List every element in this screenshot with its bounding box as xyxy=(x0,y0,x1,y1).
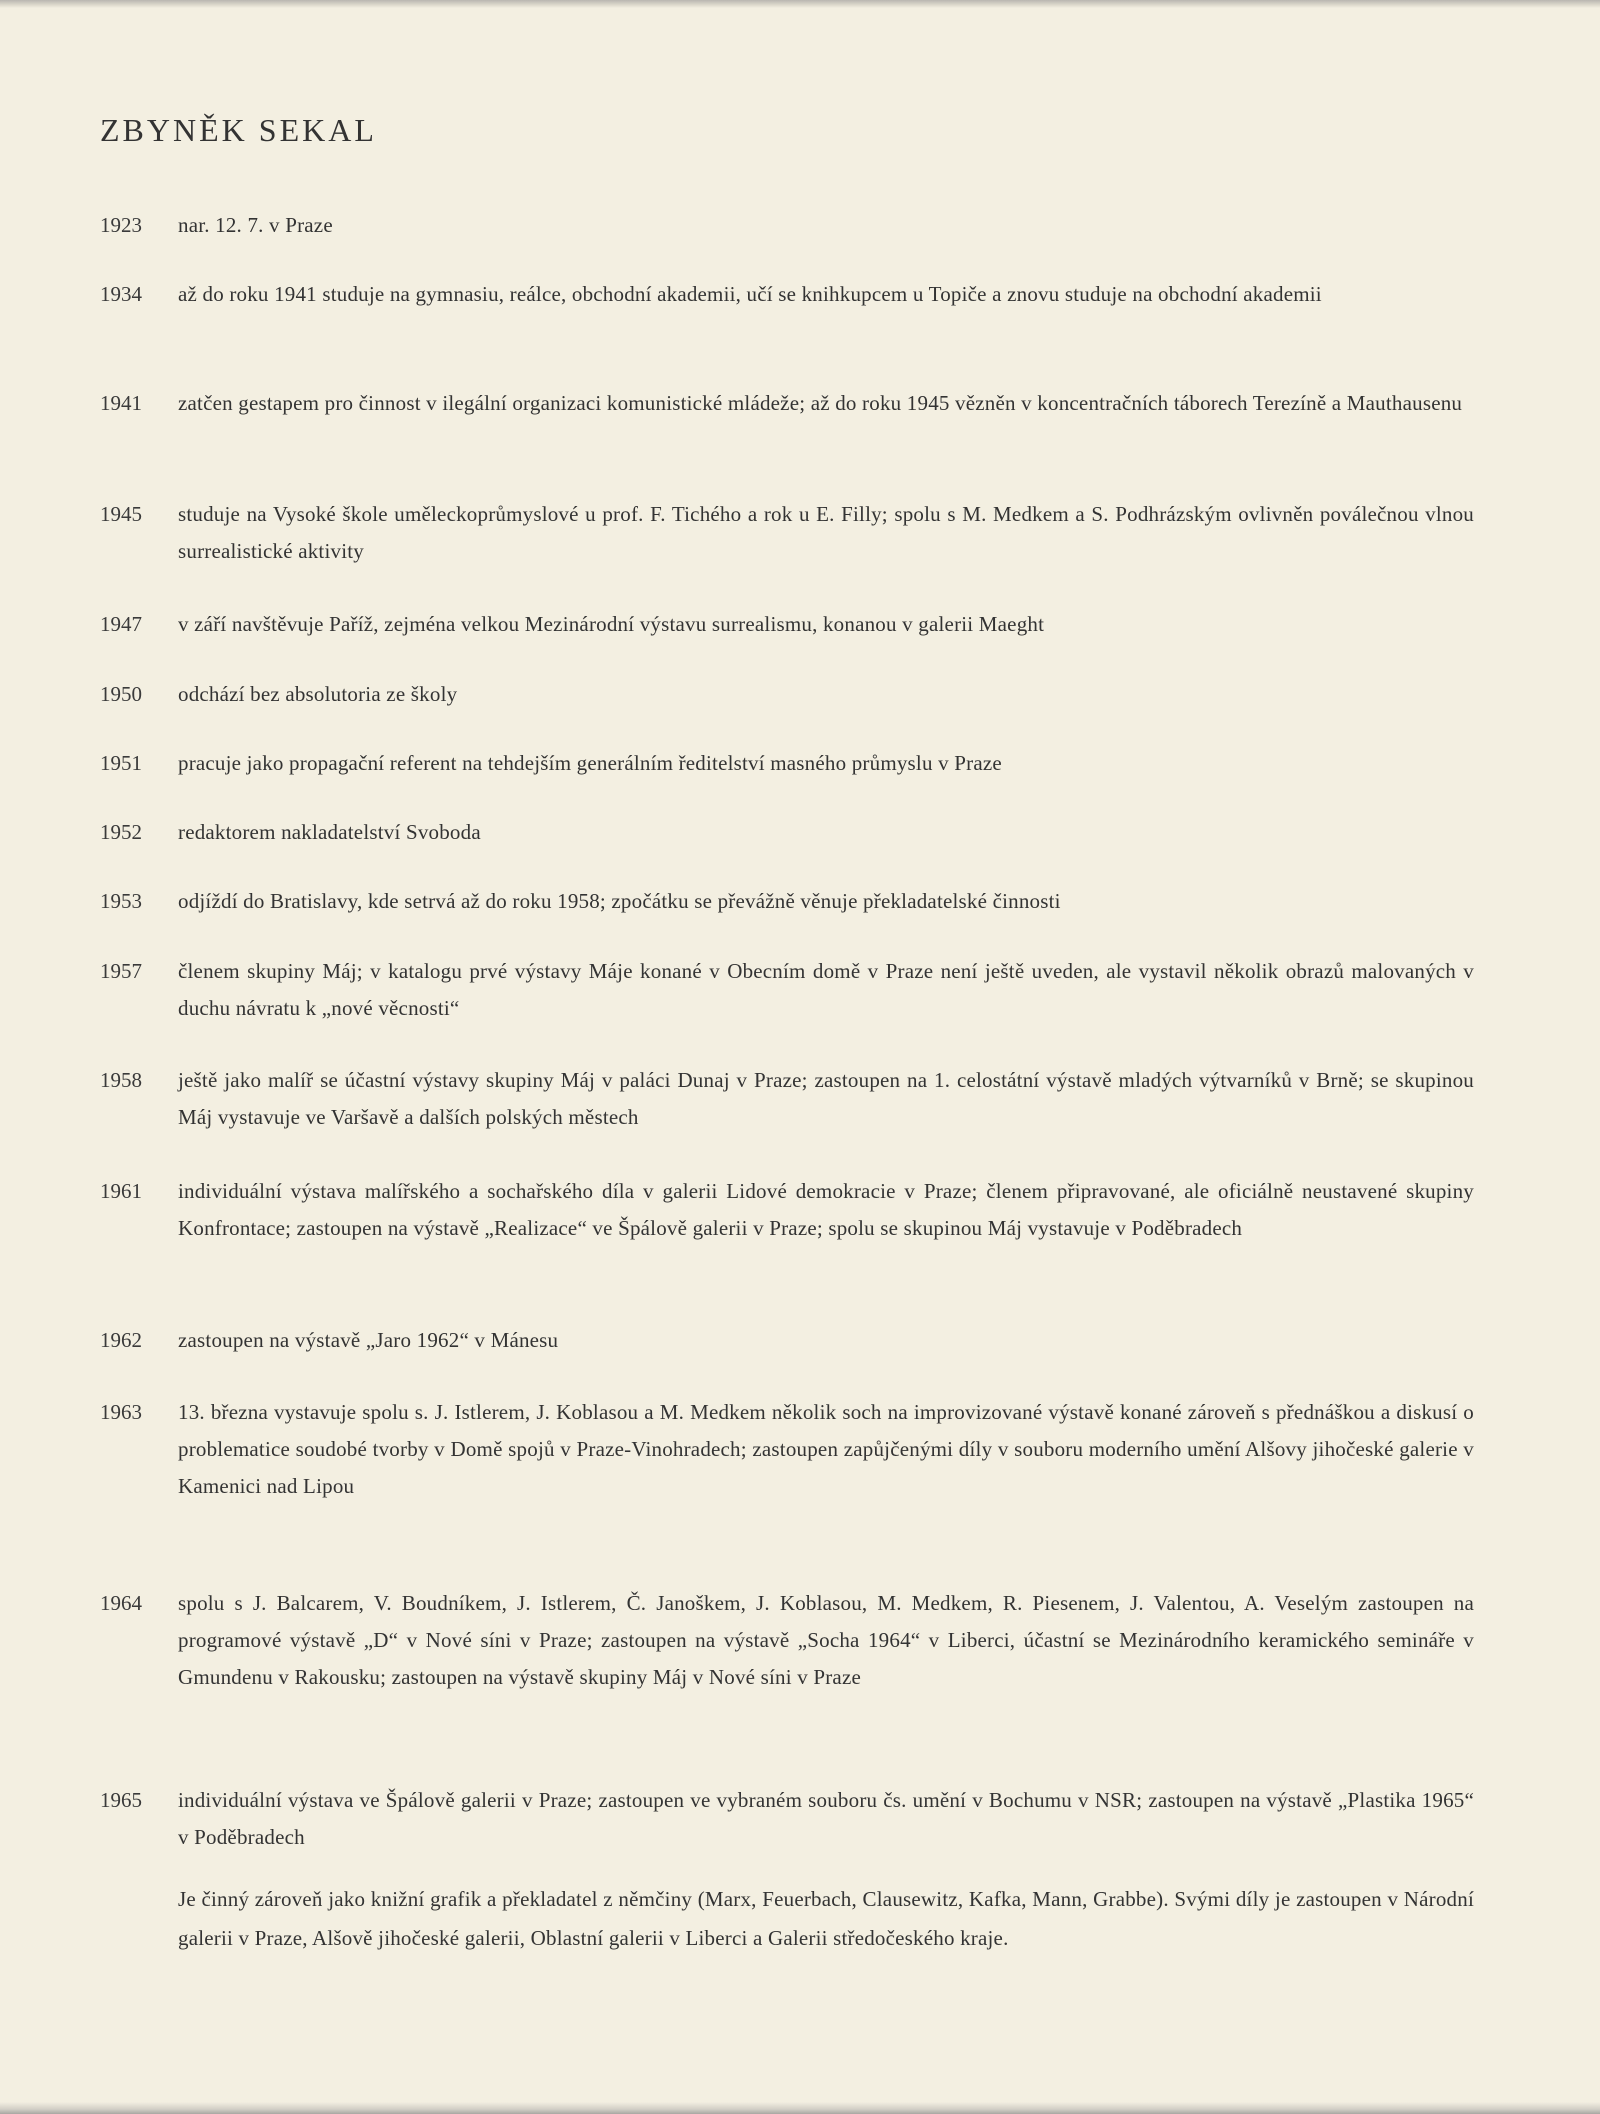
entry-text: spolu s J. Balcarem, V. Boudníkem, J. Istlerem, Č. Janoškem, J. Koblasou, M. Medkem, R. Piesenem, J. Valentou, A. Veselým zastoupen na programové výstavě „D“ v Nové síni v Praze; zastoupen na výstavě „Socha 1964“ v Liberci, účastní se Mezinárodního keramického semináře v Gmundenu v Rakousku; zastoupen na výstavě skupiny Máj v Nové síni v Praze xyxy=(178,1591,1474,1689)
entry-text: individuální výstava malířského a sochařského díla v galerii Lidové demokracie v Praze; členem připravované, ale oficiálně neustavené skupiny Konfrontace; zastoupen na výstavě „Realizace“ ve Špálově galerii v Praze; spolu se skupinou Máj vystavuje v Poděbradech xyxy=(178,1179,1474,1240)
entry-year: 1934 xyxy=(100,282,142,306)
entry-year: 1950 xyxy=(100,682,142,706)
page-title: ZBYNĚK SEKAL xyxy=(100,112,377,148)
entry-year: 1952 xyxy=(100,820,142,844)
entry-year: 1962 xyxy=(100,1328,142,1352)
entry-year: 1963 xyxy=(100,1400,142,1424)
entry-text: v září navštěvuje Paříž, zejména velkou Mezinárodní výstavu surrealismu, konanou v galerii Maeght xyxy=(178,612,1045,636)
entry-year: 1941 xyxy=(100,391,142,415)
entry-text: redaktorem nakladatelství Svoboda xyxy=(178,820,481,844)
entry-year: 1923 xyxy=(100,213,142,237)
page-bottom-edge xyxy=(0,2102,1600,2114)
page-top-edge xyxy=(0,0,1600,8)
entry-text: ještě jako malíř se účastní výstavy skupiny Máj v paláci Dunaj v Praze; zastoupen na 1. celostátní výstavě mladých výtvarníků v Brně; se skupinou Máj vystavuje ve Varšavě a dalších polských městech xyxy=(178,1068,1474,1129)
entry-text: členem skupiny Máj; v katalogu prvé výstavy Máje konané v Obecním domě v Praze není ještě uveden, ale vystavil několik obrazů malovaných v duchu návratu k „nové věcnosti“ xyxy=(178,959,1474,1020)
entry-text: odchází bez absolutoria ze školy xyxy=(178,682,458,706)
entry-text: nar. 12. 7. v Praze xyxy=(178,213,333,237)
entry-text: individuální výstava ve Špálově galerii v Praze; zastoupen ve vybraném souboru čs. umění v Bochumu v NSR; zastoupen na výstavě „Plastika 1965“ v Poděbradech xyxy=(178,1788,1474,1849)
entry-year: 1964 xyxy=(100,1591,142,1615)
entry-year: 1953 xyxy=(100,889,142,913)
entry-year: 1957 xyxy=(100,959,142,983)
entry-year: 1951 xyxy=(100,751,142,775)
entry-text: 13. března vystavuje spolu s. J. Istlerem, J. Koblasou a M. Medkem několik soch na improvizované výstavě konané zároveň s přednáškou a diskusí o problematice soudobé tvorby v Domě spojů v Praze-Vinohradech; zastoupen zapůjčenými díly v souboru moderního umění Alšovy jihočeské galerie v Kamenici nad Lipou xyxy=(178,1400,1474,1498)
closing-note: Je činný zároveň jako knižní grafik a překladatel z němčiny (Marx, Feuerbach, Clausewitz, Kafka, Mann, Grabbe). Svými díly je zastoupen v Národní galerii v Praze, Alšově jihočeské galerii, Oblastní galerii v Liberci a Galerii středočeského kraje. xyxy=(178,1887,1474,1950)
entry-year: 1947 xyxy=(100,612,142,636)
entry-text: pracuje jako propagační referent na tehdejším generálním ředitelství masného průmyslu v Praze xyxy=(178,751,1002,775)
entry-text: až do roku 1941 studuje na gymnasiu, reálce, obchodní akademii, učí se knihkupcem u Topiče a znovu studuje na obchodní akademii xyxy=(178,282,1322,306)
entry-year: 1961 xyxy=(100,1179,142,1203)
entry-year: 1965 xyxy=(100,1788,142,1812)
entry-year: 1945 xyxy=(100,502,142,526)
entry-text: zastoupen na výstavě „Jaro 1962“ v Mánesu xyxy=(178,1328,559,1352)
entry-text: odjíždí do Bratislavy, kde setrvá až do roku 1958; zpočátku se převážně věnuje překladatelské činnosti xyxy=(178,889,1061,913)
entry-text: zatčen gestapem pro činnost v ilegální organizaci komunistické mládeže; až do roku 1945 vězněn v koncentračních táborech Terezíně a Mauthausenu xyxy=(178,391,1463,415)
entry-text: studuje na Vysoké škole uměleckoprůmyslové u prof. F. Tichého a rok u E. Filly; spolu s M. Medkem a S. Podhrázským ovlivněn poválečnou vlnou surrealistické aktivity xyxy=(178,502,1474,563)
entry-year: 1958 xyxy=(100,1068,142,1092)
